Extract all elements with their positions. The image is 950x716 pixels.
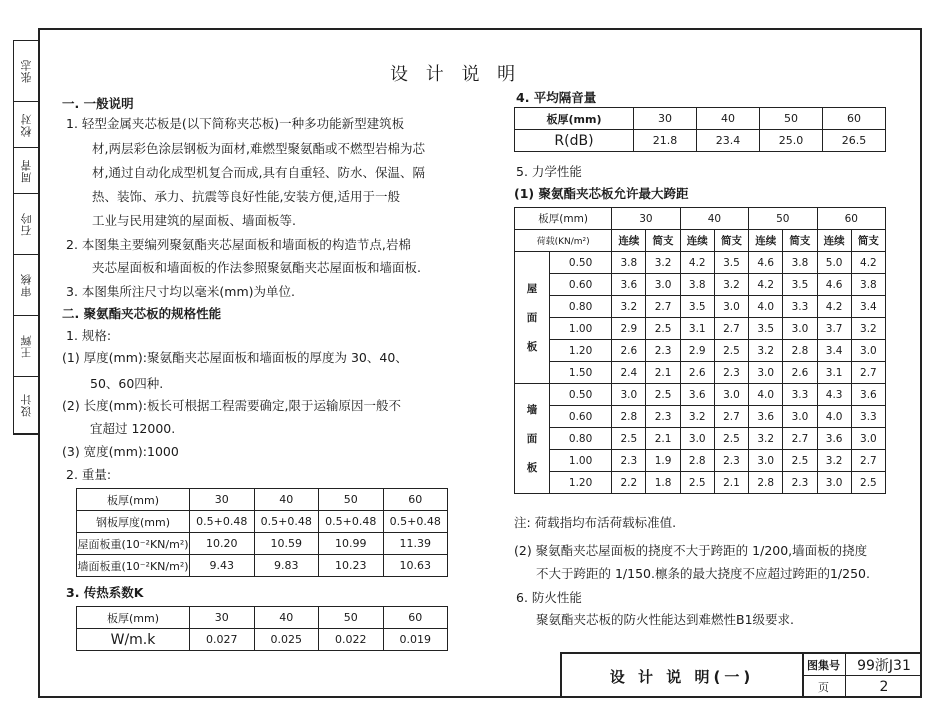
table-cell: 连续 bbox=[749, 230, 783, 252]
spec-width: (3) 宽度(mm):1000 bbox=[62, 444, 179, 459]
table-cell: 0.019 bbox=[383, 629, 448, 651]
section-spec: 二. 聚氨酯夹芯板的规格性能 bbox=[62, 306, 222, 321]
table-cell: 9.43 bbox=[190, 555, 255, 577]
table-cell: 3.5 bbox=[680, 296, 714, 318]
table-row bbox=[515, 472, 886, 494]
table-cell: 连续 bbox=[680, 230, 714, 252]
deflection-line: (2) 聚氨酯夹芯屋面板的挠度不大于跨距的 1/200,墙面板的挠度 bbox=[514, 543, 868, 558]
table-cell: 50 bbox=[319, 607, 384, 629]
table-cell: 1.8 bbox=[646, 472, 680, 494]
table-cell: 0.80 bbox=[550, 428, 612, 450]
page-label: 页 bbox=[802, 676, 846, 698]
weight-heading: 2. 重量: bbox=[66, 467, 112, 482]
table-cell: 10.63 bbox=[383, 555, 448, 577]
atlas-label: 图集号 bbox=[802, 654, 846, 676]
row-group-char: 墙 bbox=[526, 404, 538, 416]
table-cell: 3.2 bbox=[612, 296, 646, 318]
side-label: 校对 bbox=[19, 112, 33, 137]
table-row bbox=[515, 208, 886, 230]
table-cell: 连续 bbox=[612, 230, 646, 252]
table-cell: 3.8 bbox=[851, 274, 885, 296]
table-cell: 3.0 bbox=[851, 428, 885, 450]
table-cell: 2.5 bbox=[612, 428, 646, 450]
table-cell: 3.2 bbox=[714, 274, 748, 296]
table-cell: 2.1 bbox=[714, 472, 748, 494]
row-group-char: 屋 bbox=[526, 283, 538, 295]
table-cell: 3.6 bbox=[851, 384, 885, 406]
sound-heading: 4. 平均隔音量 bbox=[516, 90, 597, 105]
table-cell: 2.5 bbox=[714, 428, 748, 450]
table-cell: 3.0 bbox=[646, 274, 680, 296]
table-cell: 2.5 bbox=[783, 450, 817, 472]
table-cell: 4.3 bbox=[817, 384, 851, 406]
table-cell: 2.6 bbox=[783, 362, 817, 384]
table-cell: 2.8 bbox=[783, 340, 817, 362]
table-cell: 40 bbox=[254, 489, 319, 511]
table-cell: 3.2 bbox=[680, 406, 714, 428]
table-cell: 4.2 bbox=[817, 296, 851, 318]
table-cell: 2.7 bbox=[783, 428, 817, 450]
table-cell: 3.8 bbox=[612, 252, 646, 274]
table-cell: 4.0 bbox=[817, 406, 851, 428]
table-cell: 2.8 bbox=[749, 472, 783, 494]
side-label: 设计 bbox=[19, 393, 33, 417]
table-cell: 4.2 bbox=[749, 274, 783, 296]
table-row bbox=[515, 340, 886, 362]
table-cell: 2.1 bbox=[646, 428, 680, 450]
table-cell: 4.6 bbox=[817, 274, 851, 296]
table-row bbox=[515, 108, 886, 130]
side-label: 周青 bbox=[19, 158, 33, 183]
table-cell: 1.00 bbox=[550, 318, 612, 340]
table-cell: 26.5 bbox=[823, 130, 886, 152]
table-row bbox=[77, 533, 448, 555]
para-1-line: 材,通过自动化成型机复合而成,具有自重轻、防水、保温、隔 bbox=[92, 165, 425, 180]
span-table bbox=[514, 207, 886, 494]
table-row bbox=[515, 428, 886, 450]
table-cell: 60 bbox=[823, 108, 886, 130]
mech-heading: 5. 力学性能 bbox=[516, 164, 582, 179]
table-cell: 3.4 bbox=[817, 340, 851, 362]
table-row bbox=[77, 629, 448, 651]
table-cell: 11.39 bbox=[383, 533, 448, 555]
table-cell: 4.0 bbox=[749, 296, 783, 318]
table-cell: 30 bbox=[612, 208, 680, 230]
table-cell: 3.2 bbox=[817, 450, 851, 472]
table-cell: 2.5 bbox=[646, 384, 680, 406]
table-cell: 3.6 bbox=[749, 406, 783, 428]
approval-strip bbox=[13, 40, 39, 435]
table-cell: 0.5+0.48 bbox=[383, 511, 448, 533]
table-cell: 0.027 bbox=[190, 629, 255, 651]
table-cell: 屋面板重(10⁻²KN/m²) bbox=[77, 533, 190, 555]
table-cell: 0.80 bbox=[550, 296, 612, 318]
table-cell: 50 bbox=[760, 108, 823, 130]
table-cell: 3.5 bbox=[714, 252, 748, 274]
side-label: 审核 bbox=[19, 273, 33, 297]
table-cell: 1.00 bbox=[550, 450, 612, 472]
table-cell: 板厚(mm) bbox=[515, 108, 634, 130]
table-cell: 3.6 bbox=[680, 384, 714, 406]
row-group-label bbox=[515, 252, 550, 384]
table-cell: 0.50 bbox=[550, 252, 612, 274]
page-title: 设 计 说 明 bbox=[390, 64, 522, 85]
table-cell: 3.2 bbox=[749, 428, 783, 450]
table-cell: 2.8 bbox=[612, 406, 646, 428]
table-cell: 3.4 bbox=[851, 296, 885, 318]
table-cell: 4.0 bbox=[749, 384, 783, 406]
table-cell: 2.5 bbox=[851, 472, 885, 494]
table-cell: 2.7 bbox=[714, 406, 748, 428]
table-cell: 1.50 bbox=[550, 362, 612, 384]
table-cell: 板厚(mm) bbox=[515, 208, 612, 230]
table-cell: 3.3 bbox=[851, 406, 885, 428]
table-cell: 墙面板重(10⁻²KN/m²) bbox=[77, 555, 190, 577]
weight-table bbox=[76, 488, 448, 577]
row-group-char: 面 bbox=[526, 312, 538, 324]
table-row bbox=[77, 555, 448, 577]
table-cell: 60 bbox=[383, 607, 448, 629]
table-cell: 2.3 bbox=[612, 450, 646, 472]
spec-thickness: 50、60四种. bbox=[90, 376, 164, 391]
table-cell: 2.6 bbox=[680, 362, 714, 384]
table-cell: 2.7 bbox=[714, 318, 748, 340]
para-3: 3. 本图集所注尺寸均以毫米(mm)为单位. bbox=[66, 284, 295, 299]
table-cell: 3.0 bbox=[714, 384, 748, 406]
table-cell: 板厚(mm) bbox=[77, 489, 190, 511]
table-cell: 3.6 bbox=[612, 274, 646, 296]
table-cell: 3.0 bbox=[714, 296, 748, 318]
spec-heading: 1. 规格: bbox=[66, 328, 112, 343]
row-group-label bbox=[515, 384, 550, 494]
table-row bbox=[77, 607, 448, 629]
table-cell: 简支 bbox=[783, 230, 817, 252]
table-cell: 2.9 bbox=[680, 340, 714, 362]
table-row bbox=[515, 384, 886, 406]
drawing-name: 设 计 说 明(一) bbox=[562, 654, 804, 698]
title-block bbox=[560, 652, 922, 698]
table-cell: 30 bbox=[190, 489, 255, 511]
table-cell: 1.20 bbox=[550, 472, 612, 494]
table-cell: 简支 bbox=[646, 230, 680, 252]
side-label: 张志 bbox=[19, 59, 33, 83]
table-cell: 3.8 bbox=[783, 252, 817, 274]
table-cell: 3.1 bbox=[817, 362, 851, 384]
table-cell: 0.5+0.48 bbox=[319, 511, 384, 533]
table-cell: 4.2 bbox=[680, 252, 714, 274]
note: 注: 荷载指均布活荷载标准值. bbox=[514, 515, 677, 530]
table-cell: W/m.k bbox=[77, 629, 190, 651]
table-cell: 0.5+0.48 bbox=[190, 511, 255, 533]
table-cell: 0.50 bbox=[550, 384, 612, 406]
table-row bbox=[515, 252, 886, 274]
sound-table bbox=[514, 107, 886, 152]
side-cell bbox=[14, 194, 39, 255]
table-cell: 2.6 bbox=[612, 340, 646, 362]
table-cell: 1.9 bbox=[646, 450, 680, 472]
table-cell: 30 bbox=[634, 108, 697, 130]
table-cell: 0.60 bbox=[550, 274, 612, 296]
table-cell: 50 bbox=[749, 208, 817, 230]
table-cell: 25.0 bbox=[760, 130, 823, 152]
table-cell: 2.5 bbox=[646, 318, 680, 340]
table-cell: 3.0 bbox=[783, 318, 817, 340]
table-cell: 3.5 bbox=[783, 274, 817, 296]
table-cell: 3.7 bbox=[817, 318, 851, 340]
table-cell: 4.2 bbox=[851, 252, 885, 274]
table-cell: 2.8 bbox=[680, 450, 714, 472]
table-cell: 50 bbox=[319, 489, 384, 511]
table-row bbox=[515, 296, 886, 318]
table-row bbox=[515, 406, 886, 428]
table-cell: 3.1 bbox=[680, 318, 714, 340]
table-row bbox=[515, 230, 886, 252]
table-cell: R(dB) bbox=[515, 130, 634, 152]
table-cell: 10.20 bbox=[190, 533, 255, 555]
table-cell: 3.0 bbox=[680, 428, 714, 450]
table-cell: 3.6 bbox=[817, 428, 851, 450]
deflection-line: 不大于跨距的 1/150.檩条的最大挠度不应超过跨距的1/250. bbox=[536, 566, 870, 581]
side-cell bbox=[14, 316, 39, 377]
side-cell bbox=[14, 148, 39, 194]
table-cell: 3.2 bbox=[851, 318, 885, 340]
table-cell: 3.3 bbox=[783, 384, 817, 406]
spec-thickness: (1) 厚度(mm):聚氨酯夹芯屋面板和墙面板的厚度为 30、40、 bbox=[62, 350, 408, 365]
para-1-line: 材,两层彩色涂层钢板为面材,难燃型聚氨酯或不燃型岩棉为芯 bbox=[92, 141, 425, 156]
table-cell: 21.8 bbox=[634, 130, 697, 152]
table-cell: 5.0 bbox=[817, 252, 851, 274]
side-cell bbox=[14, 102, 39, 148]
spec-length: (2) 长度(mm):板长可根据工程需要确定,限于运输原因一般不 bbox=[62, 398, 401, 413]
row-group-char: 面 bbox=[526, 433, 538, 445]
side-cell bbox=[14, 255, 39, 316]
table-cell: 40 bbox=[254, 607, 319, 629]
table-cell: 连续 bbox=[817, 230, 851, 252]
table-cell: 2.1 bbox=[646, 362, 680, 384]
para-1-line: 热、装饰、承力、抗震等良好性能,安装方便,适用于一般 bbox=[92, 189, 400, 204]
table-cell: 2.3 bbox=[783, 472, 817, 494]
table-cell: 10.23 bbox=[319, 555, 384, 577]
table-cell: 60 bbox=[383, 489, 448, 511]
table-cell: 2.2 bbox=[612, 472, 646, 494]
row-group-char: 板 bbox=[526, 341, 538, 353]
table-cell: 3.0 bbox=[612, 384, 646, 406]
table-cell: 钢板厚度(mm) bbox=[77, 511, 190, 533]
table-cell: 2.7 bbox=[851, 450, 885, 472]
side-cell bbox=[14, 41, 39, 102]
heat-table bbox=[76, 606, 448, 651]
table-cell: 0.025 bbox=[254, 629, 319, 651]
spec-length: 宜超过 12000. bbox=[90, 421, 176, 436]
side-label: 石吟 bbox=[19, 212, 33, 236]
table-cell: 10.59 bbox=[254, 533, 319, 555]
table-cell: 3.3 bbox=[783, 296, 817, 318]
table-cell: 40 bbox=[697, 108, 760, 130]
table-cell: 3.0 bbox=[851, 340, 885, 362]
side-cell bbox=[14, 377, 39, 434]
table-cell: 4.6 bbox=[749, 252, 783, 274]
para-2-line: 2. 本图集主要编列聚氨酯夹芯屋面板和墙面板的构造节点,岩棉 bbox=[66, 237, 411, 252]
table-cell: 2.3 bbox=[646, 406, 680, 428]
para-2-line: 夹芯屋面板和墙面板的作法参照聚氨酯夹芯屋面板和墙面板. bbox=[92, 260, 421, 275]
table-cell: 2.7 bbox=[646, 296, 680, 318]
table-cell: 3.5 bbox=[749, 318, 783, 340]
table-cell: 3.0 bbox=[749, 362, 783, 384]
table-cell: 3.0 bbox=[783, 406, 817, 428]
table-cell: 2.5 bbox=[714, 340, 748, 362]
table-cell: 0.5+0.48 bbox=[254, 511, 319, 533]
row-group-char: 板 bbox=[526, 462, 538, 474]
table-cell: 40 bbox=[680, 208, 748, 230]
table-cell: 60 bbox=[817, 208, 885, 230]
table-cell: 10.99 bbox=[319, 533, 384, 555]
table-cell: 简支 bbox=[714, 230, 748, 252]
table-cell: 3.2 bbox=[749, 340, 783, 362]
table-cell: 2.3 bbox=[646, 340, 680, 362]
table-row bbox=[77, 489, 448, 511]
table-cell: 0.60 bbox=[550, 406, 612, 428]
table-row bbox=[515, 318, 886, 340]
table-cell: 1.20 bbox=[550, 340, 612, 362]
section-general: 一. 一般说明 bbox=[62, 96, 134, 111]
table-cell: 板厚(mm) bbox=[77, 607, 190, 629]
table-cell: 2.3 bbox=[714, 362, 748, 384]
fire-text: 聚氨酯夹芯板的防火性能达到难燃性B1级要求. bbox=[536, 612, 795, 627]
span-heading: (1) 聚氨酯夹芯板允许最大跨距 bbox=[514, 186, 689, 201]
table-row bbox=[515, 362, 886, 384]
table-cell: 荷载(KN/m²) bbox=[515, 230, 612, 252]
para-1-line: 1. 轻型金属夹芯板是(以下简称夹芯板)一种多功能新型建筑板 bbox=[66, 116, 405, 131]
table-cell: 3.0 bbox=[817, 472, 851, 494]
table-cell: 2.4 bbox=[612, 362, 646, 384]
table-cell: 23.4 bbox=[697, 130, 760, 152]
table-cell: 3.0 bbox=[749, 450, 783, 472]
table-cell: 2.7 bbox=[851, 362, 885, 384]
table-cell: 2.9 bbox=[612, 318, 646, 340]
table-cell: 30 bbox=[190, 607, 255, 629]
page-value: 2 bbox=[879, 679, 889, 695]
table-cell: 简支 bbox=[851, 230, 885, 252]
table-cell: 2.3 bbox=[714, 450, 748, 472]
side-label: 王辉 bbox=[19, 334, 33, 358]
table-row bbox=[515, 450, 886, 472]
fire-heading: 6. 防火性能 bbox=[516, 590, 582, 605]
table-row bbox=[515, 130, 886, 152]
table-cell: 0.022 bbox=[319, 629, 384, 651]
table-cell: 3.8 bbox=[680, 274, 714, 296]
table-row bbox=[515, 274, 886, 296]
heat-heading: 3. 传热系数K bbox=[66, 585, 144, 600]
atlas-value: 99浙J31 bbox=[846, 654, 922, 676]
table-row bbox=[77, 511, 448, 533]
para-1-line: 工业与民用建筑的屋面板、墙面板等. bbox=[92, 213, 296, 228]
table-cell: 3.2 bbox=[646, 252, 680, 274]
table-cell: 2.5 bbox=[680, 472, 714, 494]
table-cell: 9.83 bbox=[254, 555, 319, 577]
